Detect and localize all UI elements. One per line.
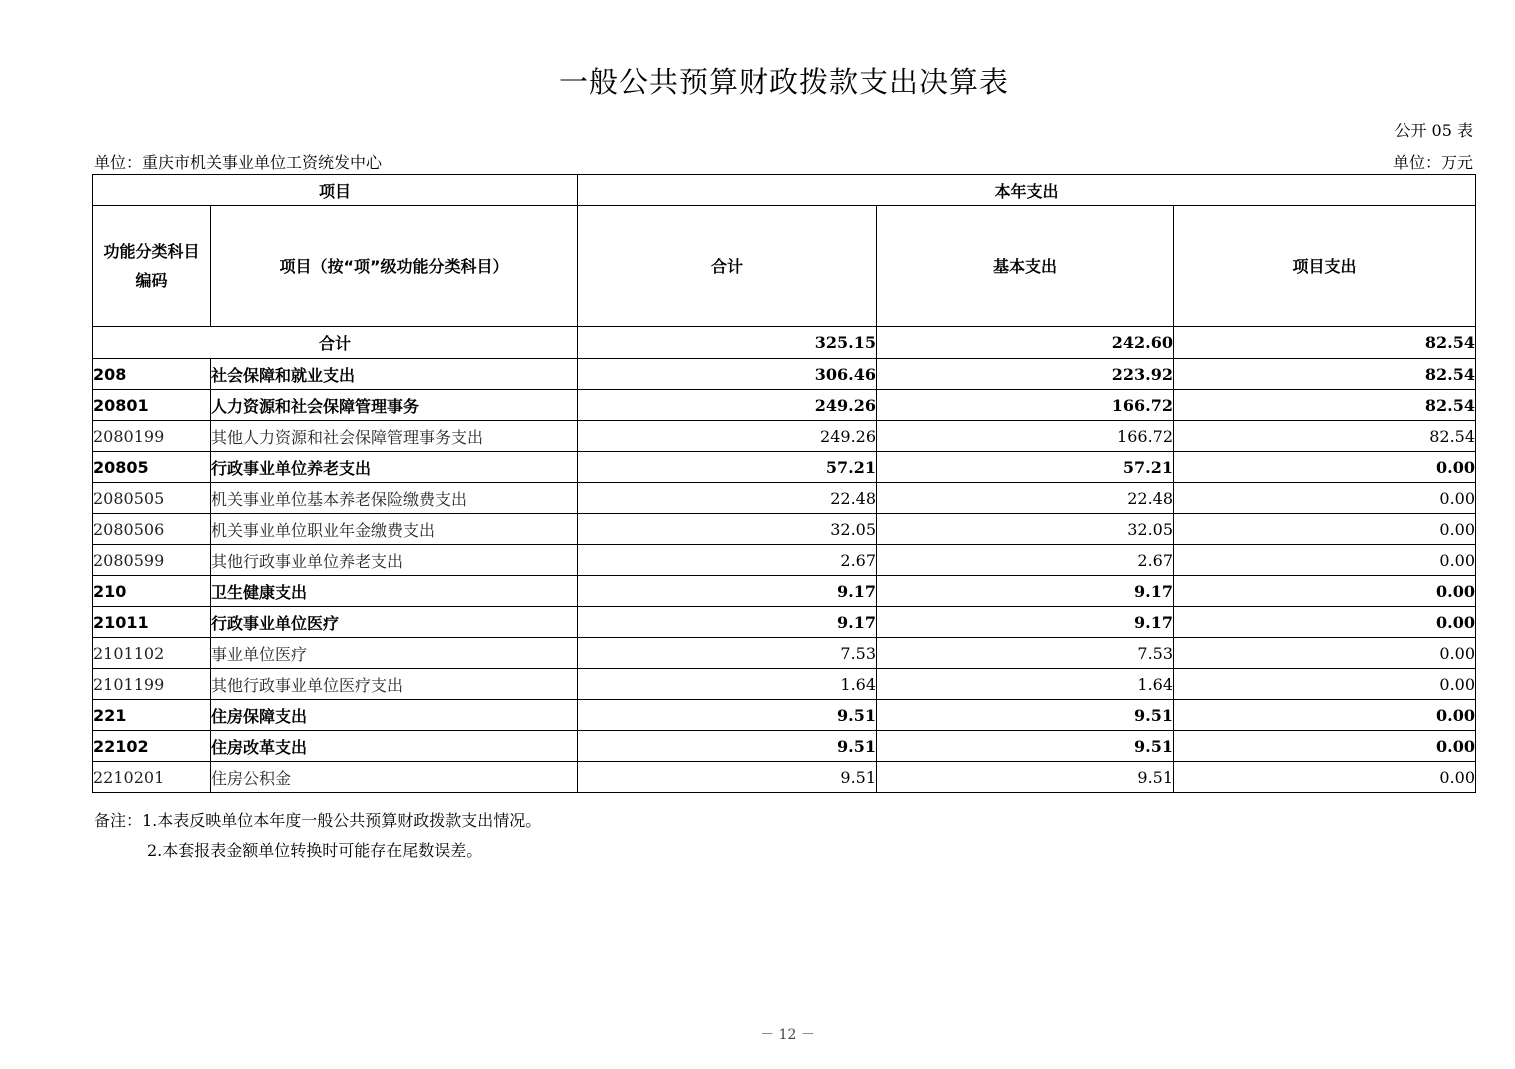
row-total: 22.48 xyxy=(578,483,877,514)
row-total: 9.17 xyxy=(578,576,877,607)
header-project-expense: 项目支出 xyxy=(1174,206,1476,327)
row-project: 0.00 xyxy=(1174,669,1476,700)
row-name: 机关事业单位基本养老保险缴费支出 xyxy=(211,483,578,514)
row-basic: 57.21 xyxy=(877,452,1174,483)
table-row xyxy=(93,669,1476,700)
row-project: 0.00 xyxy=(1174,607,1476,638)
header-item-name: 项目（按“项”级功能分类科目） xyxy=(211,206,578,327)
table-header-row xyxy=(93,175,1476,206)
row-total: 249.26 xyxy=(578,421,877,452)
row-code: 2080506 xyxy=(93,514,211,545)
table-row xyxy=(93,638,1476,669)
header-current-year: 本年支出 xyxy=(578,175,1476,206)
total-row xyxy=(93,327,1476,359)
table-row xyxy=(93,607,1476,638)
row-name: 其他行政事业单位医疗支出 xyxy=(211,669,578,700)
row-name: 卫生健康支出 xyxy=(211,576,578,607)
row-total: 7.53 xyxy=(578,638,877,669)
row-total: 249.26 xyxy=(578,390,877,421)
note-line-2: 2.本套报表金额单位转换时可能存在尾数误差。 xyxy=(147,841,483,860)
total-label: 合计 xyxy=(93,327,578,359)
row-code: 20801 xyxy=(93,390,211,421)
row-name: 住房公积金 xyxy=(211,762,578,793)
row-total: 9.51 xyxy=(578,700,877,731)
row-name: 住房改革支出 xyxy=(211,731,578,762)
header-project: 项目 xyxy=(93,175,578,206)
row-basic: 223.92 xyxy=(877,359,1174,390)
row-total: 306.46 xyxy=(578,359,877,390)
form-number: 公开 05 表 xyxy=(1394,121,1473,140)
row-code: 2080505 xyxy=(93,483,211,514)
row-project: 82.54 xyxy=(1174,390,1476,421)
table-row xyxy=(93,514,1476,545)
row-project: 0.00 xyxy=(1174,545,1476,576)
header-total: 合计 xyxy=(578,206,877,327)
row-code: 2080199 xyxy=(93,421,211,452)
row-basic: 9.51 xyxy=(877,731,1174,762)
row-total: 57.21 xyxy=(578,452,877,483)
row-code: 2101199 xyxy=(93,669,211,700)
row-code: 2210201 xyxy=(93,762,211,793)
row-name: 行政事业单位养老支出 xyxy=(211,452,578,483)
row-project: 0.00 xyxy=(1174,762,1476,793)
row-name: 事业单位医疗 xyxy=(211,638,578,669)
row-code: 210 xyxy=(93,576,211,607)
row-project: 0.00 xyxy=(1174,700,1476,731)
row-code: 208 xyxy=(93,359,211,390)
row-total: 2.67 xyxy=(578,545,877,576)
row-total: 9.51 xyxy=(578,762,877,793)
header-basic: 基本支出 xyxy=(877,206,1174,327)
table-row xyxy=(93,359,1476,390)
total-basic: 242.60 xyxy=(877,327,1174,359)
row-total: 32.05 xyxy=(578,514,877,545)
table-row xyxy=(93,452,1476,483)
unit-organization: 单位：重庆市机关事业单位工资统发中心 xyxy=(94,153,383,172)
row-basic: 166.72 xyxy=(877,421,1174,452)
row-basic: 9.51 xyxy=(877,762,1174,793)
row-basic: 22.48 xyxy=(877,483,1174,514)
row-name: 机关事业单位职业年金缴费支出 xyxy=(211,514,578,545)
row-basic: 9.17 xyxy=(877,576,1174,607)
table-row xyxy=(93,421,1476,452)
expenditure-table xyxy=(92,174,1476,793)
row-basic: 2.67 xyxy=(877,545,1174,576)
row-project: 0.00 xyxy=(1174,514,1476,545)
row-basic: 1.64 xyxy=(877,669,1174,700)
table-row xyxy=(93,390,1476,421)
row-project: 82.54 xyxy=(1174,359,1476,390)
row-basic: 9.17 xyxy=(877,607,1174,638)
unit-currency: 单位：万元 xyxy=(1392,153,1473,172)
table-row xyxy=(93,483,1476,514)
row-project: 0.00 xyxy=(1174,638,1476,669)
row-code: 20805 xyxy=(93,452,211,483)
row-name: 其他人力资源和社会保障管理事务支出 xyxy=(211,421,578,452)
row-code: 21011 xyxy=(93,607,211,638)
table-subheader-row xyxy=(93,206,1476,327)
row-code: 2080599 xyxy=(93,545,211,576)
row-basic: 32.05 xyxy=(877,514,1174,545)
row-project: 0.00 xyxy=(1174,576,1476,607)
row-project: 82.54 xyxy=(1174,421,1476,452)
row-total: 9.51 xyxy=(578,731,877,762)
total-total: 325.15 xyxy=(578,327,877,359)
row-basic: 7.53 xyxy=(877,638,1174,669)
row-basic: 9.51 xyxy=(877,700,1174,731)
row-basic: 166.72 xyxy=(877,390,1174,421)
row-name: 社会保障和就业支出 xyxy=(211,359,578,390)
table-row xyxy=(93,545,1476,576)
total-project: 82.54 xyxy=(1174,327,1476,359)
row-name: 其他行政事业单位养老支出 xyxy=(211,545,578,576)
page-number: － 12 － xyxy=(760,1027,815,1043)
row-project: 0.00 xyxy=(1174,452,1476,483)
table-row xyxy=(93,762,1476,793)
table-row xyxy=(93,700,1476,731)
row-total: 9.17 xyxy=(578,607,877,638)
document-title: 一般公共预算财政拨款支出决算表 xyxy=(558,65,1009,99)
row-project: 0.00 xyxy=(1174,483,1476,514)
row-name: 住房保障支出 xyxy=(211,700,578,731)
row-project: 0.00 xyxy=(1174,731,1476,762)
header-function-code: 功能分类科目编码 xyxy=(93,206,211,327)
table-row xyxy=(93,576,1476,607)
row-code: 22102 xyxy=(93,731,211,762)
notes xyxy=(94,806,541,866)
row-code: 2101102 xyxy=(93,638,211,669)
row-code: 221 xyxy=(93,700,211,731)
note-line-1: 备注：1.本表反映单位本年度一般公共预算财政拨款支出情况。 xyxy=(94,811,542,830)
row-name: 行政事业单位医疗 xyxy=(211,607,578,638)
row-total: 1.64 xyxy=(578,669,877,700)
row-name: 人力资源和社会保障管理事务 xyxy=(211,390,578,421)
table-row xyxy=(93,731,1476,762)
